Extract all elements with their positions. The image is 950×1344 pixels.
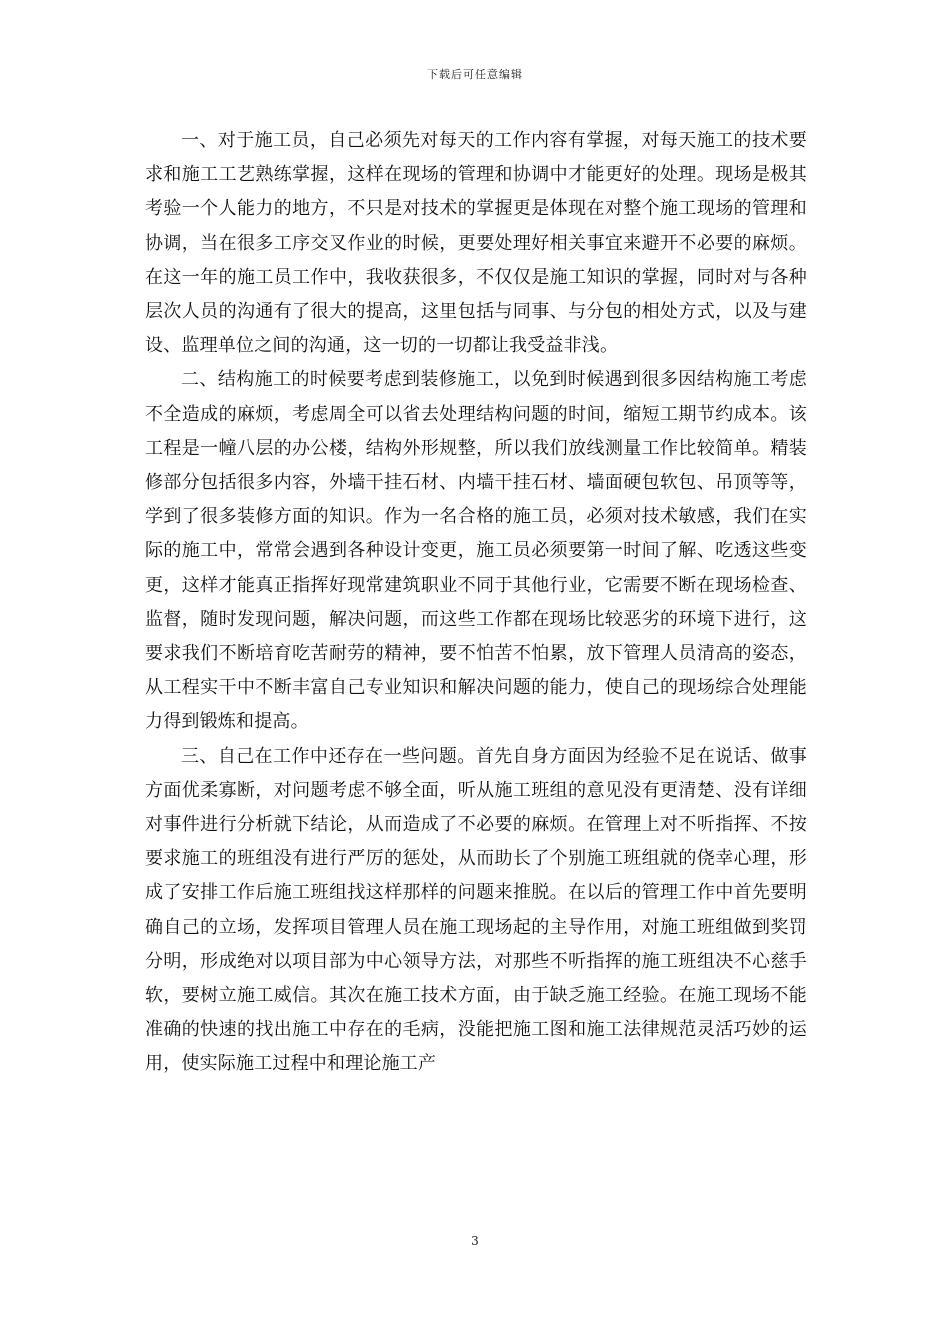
page-header: 下载后可任意编辑: [427, 68, 523, 81]
paragraph-3: 三、自己在工作中还存在一些问题。首先自身方面因为经验不足在说话、做事方面优柔寡断，对问题考虑不够全面，听从施工班组的意见没有更清楚、没有详细对事件进行分析就下结论，从而造成了不必要的麻烦。在管理上对不听指挥、不按要求施工的班组没有进行严厉的惩处，从而助长了个别施工班组就的侥幸心理，形成了安排工作后施工班组找这样那样的问题来推脱。在以后的管理工作中首先要明确自己的立场，发挥项目管理人员在施工现场起的主导作用，对施工班组做到奖罚分明，形成绝对以项目部为中心领导方法，对那些不听指挥的施工班组决不心慈手软，要树立施工威信。其次在施工技术方面，由于缺乏施工经验。在施工现场不能准确的快速的找出施工中存在的毛病，没能把施工图和施工法律规范灵活巧妙的运用，使实际施工过程中和理论施工产: [145, 745, 807, 1075]
paragraph-2: 二、结构施工的时候要考虑到装修施工，以免到时候遇到很多因结构施工考虑不全造成的麻烦，考虑周全可以省去处理结构问题的时间，缩短工期节约成本。该工程是一幢八层的办公楼，结构外形规整，所以我们放线测量工作比较简单。精装修部分包括很多内容，外墙干挂石材、内墙干挂石材、墙面硬包软包、吊顶等等，学到了很多装修方面的知识。作为一名合格的施工员，必须对技术敏感，我们在实际的施工中，常常会遇到各种设计变更，施工员必须要第一时间了解、吃透这些变更，这样才能真正指挥好现常建筑职业不同于其他行业，它需要不断在现场检查、监督，随时发现问题，解决问题，而这些工作都在现场比较恶劣的环境下进行，这要求我们不断培育吃苦耐劳的精神，要不怕苦不怕累，放下管理人员清高的姿态，从工程实干中不断丰富自己专业知识和解决问题的能力，使自己的现场综合处理能力得到锻炼和提高。: [145, 369, 807, 733]
paragraph-1: 一、对于施工员，自己必须先对每天的工作内容有掌握，对每天施工的技术要求和施工工艺熟练掌握，这样在现场的管理和协调中才能更好的处理。现场是极其考验一个人能力的地方，不只是对技术的掌握更是体现在对整个施工现场的管理和协调，当在很多工序交叉作业的时候，更要处理好相关事宜来避开不必要的麻烦。在这一年的施工员工作中，我收获很多，不仅仅是施工知识的掌握，同时对与各种层次人员的沟通有了很大的提高，这里包括与同事、与分包的相处方式，以及与建设、监理单位之间的沟通，这一切的一切都让我受益非浅。: [145, 130, 807, 357]
page-number: 3: [471, 1234, 479, 1248]
document-body: [145, 124, 807, 1082]
